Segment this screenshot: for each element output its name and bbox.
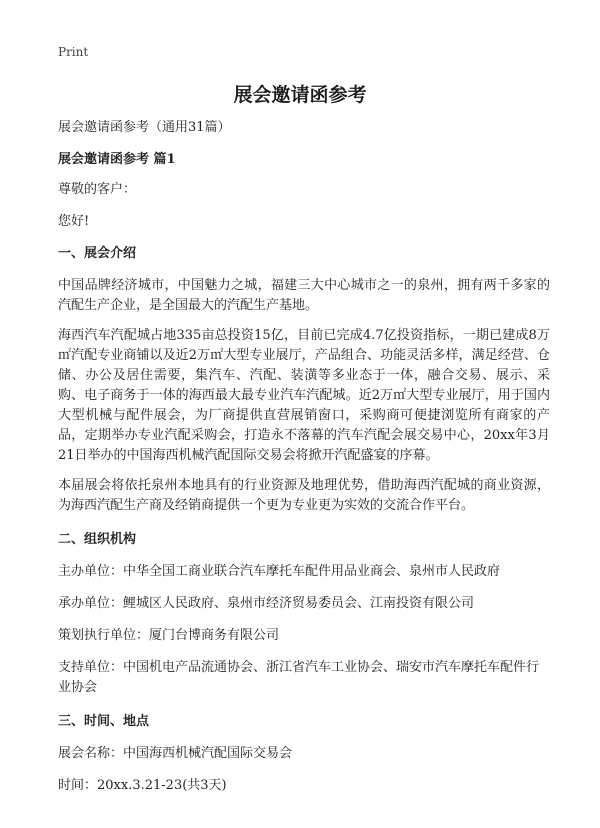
- executor-unit: 策划执行单位：厦门台博商务有限公司: [58, 628, 280, 643]
- section-heading-organization: 二、组织机构: [58, 532, 137, 547]
- host-unit: 主办单位：中华全国工商业联合汽车摩托车配件用品业商会、泉州市人民政府: [58, 564, 501, 579]
- section-heading-time-place: 三、时间、地点: [58, 714, 150, 729]
- section-heading-intro: 一、展会介绍: [58, 246, 137, 261]
- salutation: 尊敬的客户：: [58, 182, 137, 197]
- organizer-unit: 承办单位：鲤城区人民政府、泉州市经济贸易委员会、江南投资有限公司: [58, 596, 475, 611]
- paragraph-platform: 本届展会将依托泉州本地具有的行业资源及地理优势，借助海西汽配城的商业资源，为海西汽配生产商及经销商提供一个更为专业更为实效的交流合作平台。: [58, 478, 550, 513]
- expo-name: 展会名称：中国海西机械汽配国际交易会: [58, 746, 293, 761]
- greeting: 您好!: [58, 214, 90, 229]
- article-heading: 展会邀请函参考 篇1: [58, 152, 176, 167]
- page-title: 展会邀请函参考: [233, 84, 367, 106]
- paragraph-city: 中国品牌经济城市，中国魅力之城，福建三大中心城市之一的泉州，拥有两千多家的汽配生产企业，是全国最大的汽配生产基地。: [58, 278, 550, 313]
- print-label: Print: [58, 45, 89, 59]
- supporter-units: 支持单位：中国机电产品流通协会、浙江省汽车工业协会、瑞安市汽车摩托车配件行业协会: [58, 660, 540, 695]
- document-body: [58, 118, 550, 796]
- paragraph-market: 海西汽车汽配城占地335亩总投资15亿，目前已完成4.7亿投资指标，一期已建成8万㎡汽配专业商铺以及近2万㎡大型专业展厅，产品组合、功能灵活多样，满足经营、仓储、办公及居住需要，集汽车、汽配、装潢等多业态于一体，融合交易、展示、采购、电子商务于一体的海西最大最专业汽车汽配城。近2万㎡大型专业展厅，用于国内大型机械与配件展会，为厂商提供直营展销窗口，采购商可便捷浏览所有商家的产品，定期举办专业汽配采购会，打造永不落幕的汽车汽配会展交易中心，20xx年3月21日举办的中国海西机械汽配国际交易会将掀开汽配盛宴的序幕。: [58, 328, 550, 463]
- expo-time: 时间：20xx.3.21-23(共3天): [58, 778, 227, 793]
- intro-line: 展会邀请函参考（通用31篇）: [58, 120, 231, 135]
